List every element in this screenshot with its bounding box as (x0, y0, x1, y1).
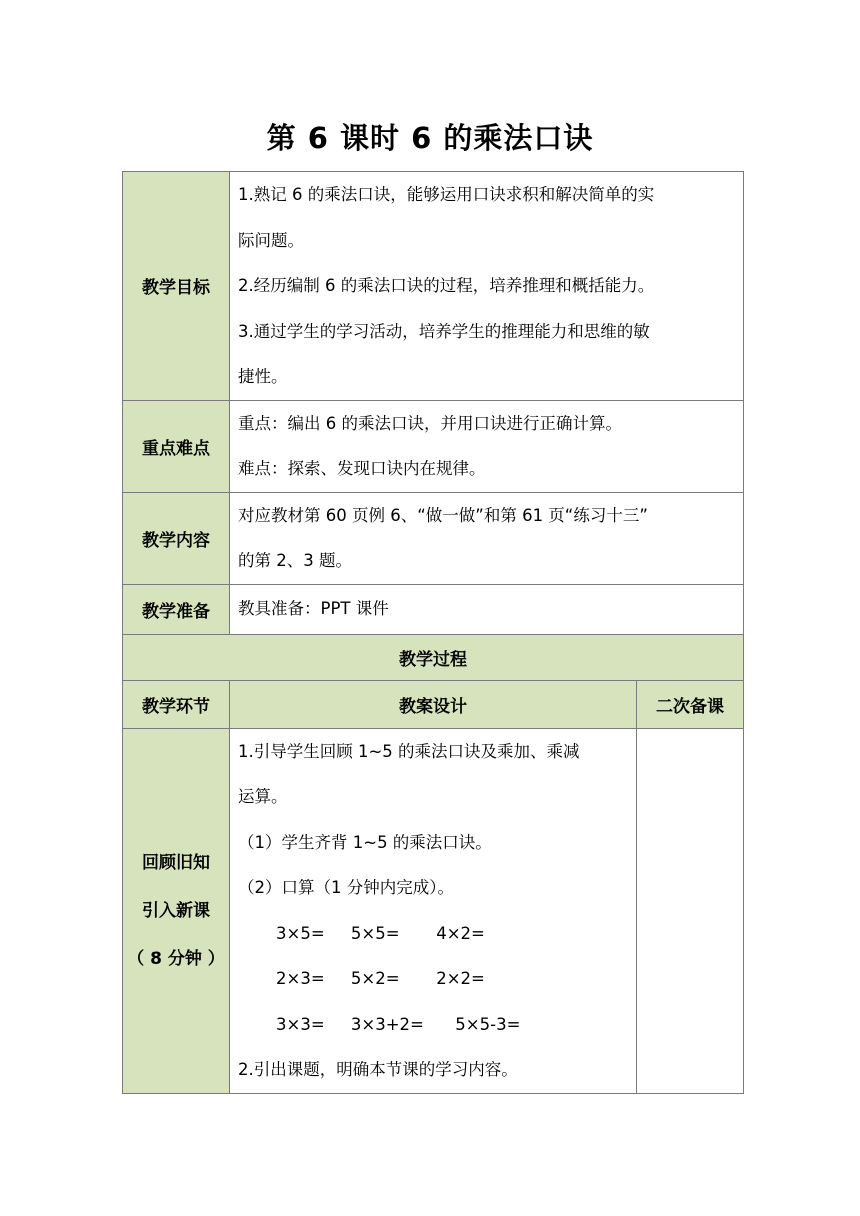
row-column-headers (123, 680, 744, 728)
review-line: 运算。 (238, 787, 288, 806)
page-title: 第 6 课时 6 的乘法口诀 (266, 121, 594, 155)
content-line: 的第 2、3 题。 (238, 551, 352, 570)
row-teaching-goals (123, 172, 744, 401)
col-header-second-prep: 二次备课 (637, 680, 744, 728)
review-line: 1.引导学生回顾 1~5 的乘法口诀及乘加、乘减 (238, 741, 580, 761)
key-points-line: 重点：编出 6 的乘法口诀，并用口诀进行正确计算。 (238, 413, 622, 433)
col-header-design: 教案设计 (230, 680, 637, 728)
process-header: 教学过程 (123, 634, 744, 680)
label-teaching-prep: 教学准备 (123, 584, 230, 634)
prep-line: 教具准备：PPT 课件 (238, 599, 389, 619)
key-points-line: 难点：探索、发现口诀内在规律。 (238, 459, 486, 478)
row-key-points (123, 400, 744, 492)
label-key-points: 重点难点 (123, 400, 230, 492)
review-line: （1）学生齐背 1~5 的乘法口诀。 (238, 832, 492, 852)
row-review (123, 728, 744, 1093)
goals-line: 2.经历编制 6 的乘法口诀的过程，培养推理和概括能力。 (238, 276, 655, 295)
lesson-plan-table (122, 171, 744, 1094)
goals-content (230, 172, 744, 401)
review-label-line: 回顾旧知 (142, 852, 210, 873)
goals-line: 1.熟记 6 的乘法口诀，能够运用口诀求积和解决简单的实 (238, 185, 655, 204)
label-teaching-goals: 教学目标 (123, 172, 230, 401)
row-process-header (123, 634, 744, 680)
goals-line: 3.通过学生的学习活动，培养学生的推理能力和思维的敏 (238, 321, 650, 341)
second-prep-cell (637, 728, 744, 1093)
key-points-content (230, 400, 744, 492)
teaching-content (230, 492, 744, 584)
review-content (230, 728, 637, 1093)
teaching-prep-content (230, 584, 744, 634)
oral-calc-line: 2×3= 5×2= 2×2= (276, 969, 485, 988)
review-label-line: （ 8 分钟 ） (127, 948, 225, 969)
label-review (123, 728, 230, 1093)
row-teaching-prep (123, 584, 744, 634)
oral-calc-line: 3×5= 5×5= 4×2= (276, 923, 485, 943)
oral-calc-line: 3×3= 3×3+2= 5×5-3= (276, 1014, 521, 1034)
row-teaching-content (123, 492, 744, 584)
goals-line: 际问题。 (238, 230, 304, 250)
review-line: 2.引出课题，明确本节课的学习内容。 (238, 1060, 518, 1079)
review-line: （2）口算（1 分钟内完成）。 (238, 878, 454, 897)
label-teaching-content: 教学内容 (123, 492, 230, 584)
review-label-line: 引入新课 (142, 900, 210, 921)
content-line: 对应教材第 60 页例 6、“做一做”和第 61 页“练习十三” (238, 505, 648, 525)
col-header-stage: 教学环节 (123, 680, 230, 728)
goals-line: 捷性。 (238, 367, 288, 386)
